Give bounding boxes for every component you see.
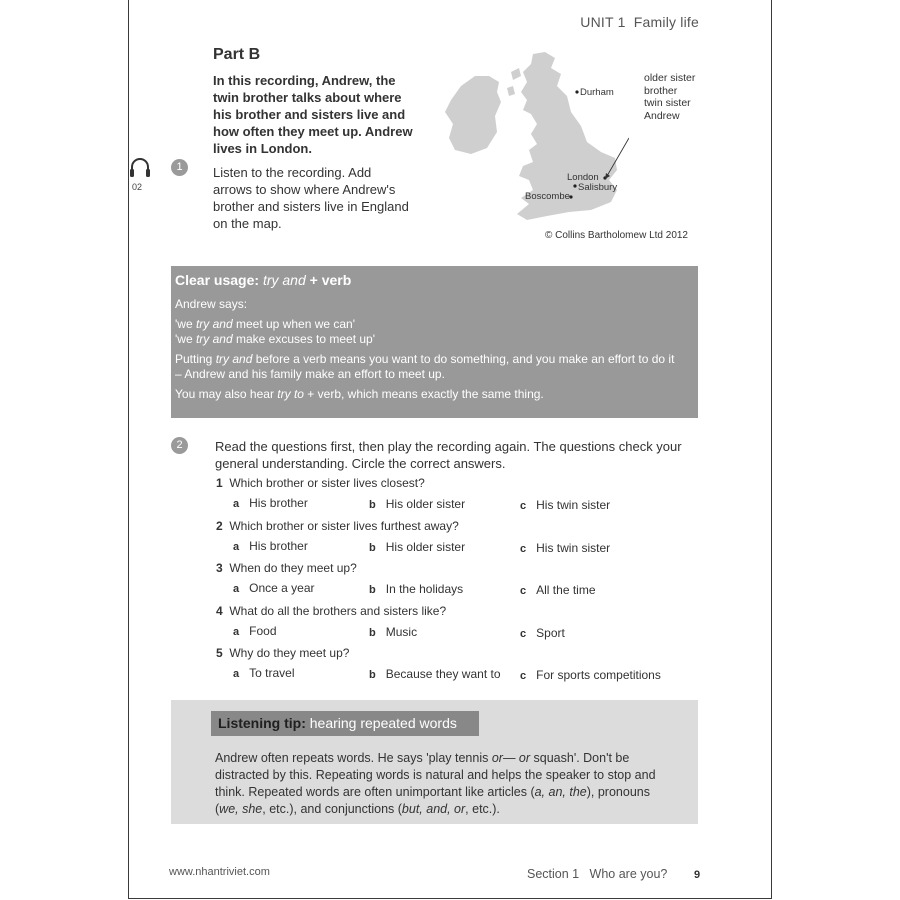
part-intro: In this recording, Andrew, the twin brother talks about where his brother and sisters live and how often they meet up. Andrew lives in London. bbox=[213, 73, 413, 156]
q3-option-c[interactable]: c All the time bbox=[520, 583, 596, 597]
exercise-2-text: Read the questions first, then play the recording again. The questions check your general understanding. Circle the correct answers. bbox=[215, 439, 682, 471]
question-2: 2 Which brother or sister lives furthest away? bbox=[216, 519, 459, 533]
question-1: 1 Which brother or sister lives closest? bbox=[216, 476, 425, 490]
legend-older-sister: older sister bbox=[644, 72, 696, 84]
usage-explanation: Putting try and before a verb means you want to do something, and you make an effort to do it – Andrew and his family make an effort to meet up. bbox=[175, 351, 675, 381]
exercise-number-1: 1 bbox=[171, 159, 188, 176]
clear-usage-body bbox=[175, 297, 675, 406]
usage-note: You may also hear try to + verb, which means exactly the same thing. bbox=[175, 386, 544, 401]
q4-option-a[interactable]: a Food bbox=[233, 624, 277, 638]
map-label-boscombe: Boscombe bbox=[525, 191, 570, 202]
track-number: 02 bbox=[132, 182, 143, 192]
exercise-number-2: 2 bbox=[171, 437, 188, 454]
page-number: 9 bbox=[694, 869, 701, 881]
q1-option-b[interactable]: b His older sister bbox=[369, 497, 466, 511]
legend-andrew: Andrew bbox=[644, 109, 680, 122]
unit-header: UNIT 1 Family life bbox=[580, 14, 699, 30]
exercise-1-text: Listen to the recording. Add arrows to show where Andrew's brother and sisters live in England on the map. bbox=[213, 165, 409, 231]
headphones-icon bbox=[129, 156, 151, 180]
question-4: 4 What do all the brothers and sisters like? bbox=[216, 604, 447, 618]
q2-option-c[interactable]: c His twin sister bbox=[520, 541, 611, 555]
book-page bbox=[128, 0, 772, 899]
legend-twin-sister: twin sister bbox=[644, 97, 691, 109]
q5-option-a[interactable]: a To travel bbox=[233, 666, 295, 680]
footer-url: www.nhantriviet.com bbox=[169, 866, 270, 878]
map-legend bbox=[644, 72, 695, 122]
q1-option-c[interactable]: c His twin sister bbox=[520, 498, 611, 512]
q2-option-b[interactable]: b His older sister bbox=[369, 540, 466, 554]
q5-option-b[interactable]: b Because they want to bbox=[369, 667, 501, 681]
part-title: Part B bbox=[213, 46, 261, 63]
usage-quote-2: 'we try and make excuses to meet up' bbox=[175, 332, 376, 346]
q5-option-c[interactable]: c For sports competitions bbox=[520, 668, 661, 682]
q3-option-a[interactable]: a Once a year bbox=[233, 581, 315, 595]
legend-brother: brother bbox=[644, 84, 678, 97]
question-3: 3 When do they meet up? bbox=[216, 561, 357, 575]
usage-quote-1: 'we try and meet up when we can' bbox=[175, 316, 356, 331]
q3-option-b[interactable]: b In the holidays bbox=[369, 582, 464, 596]
map-label-durham: Durham bbox=[580, 87, 614, 98]
map-label-london: London bbox=[567, 172, 599, 183]
listening-tip-title: Listening tip: hearing repeated words bbox=[218, 715, 457, 731]
question-5: 5 Why do they meet up? bbox=[216, 646, 350, 660]
usage-says: Andrew says: bbox=[175, 297, 248, 311]
q4-option-c[interactable]: c Sport bbox=[520, 626, 565, 640]
listening-tip-body: Andrew often repeats words. He says 'play tennis or— or squash'. Don't be distracted by this. Repeating words is natural and helps the speaker to stop and think. Repeated words are often unimportant like articles (a, an, the), pronouns (we, she, etc.), and conjunctions (but, and, or, etc.). bbox=[215, 751, 656, 816]
map-label-salisbury: Salisbury bbox=[578, 182, 618, 193]
map-copyright: © Collins Bartholomew Ltd 2012 bbox=[545, 230, 688, 241]
clear-usage-title: Clear usage: try and + verb bbox=[175, 272, 352, 288]
q2-option-a[interactable]: a His brother bbox=[233, 539, 308, 553]
footer-section: Section 1 Who are you? bbox=[527, 867, 668, 881]
q1-option-a[interactable]: a His brother bbox=[233, 496, 308, 510]
q4-option-b[interactable]: b Music bbox=[369, 625, 418, 639]
